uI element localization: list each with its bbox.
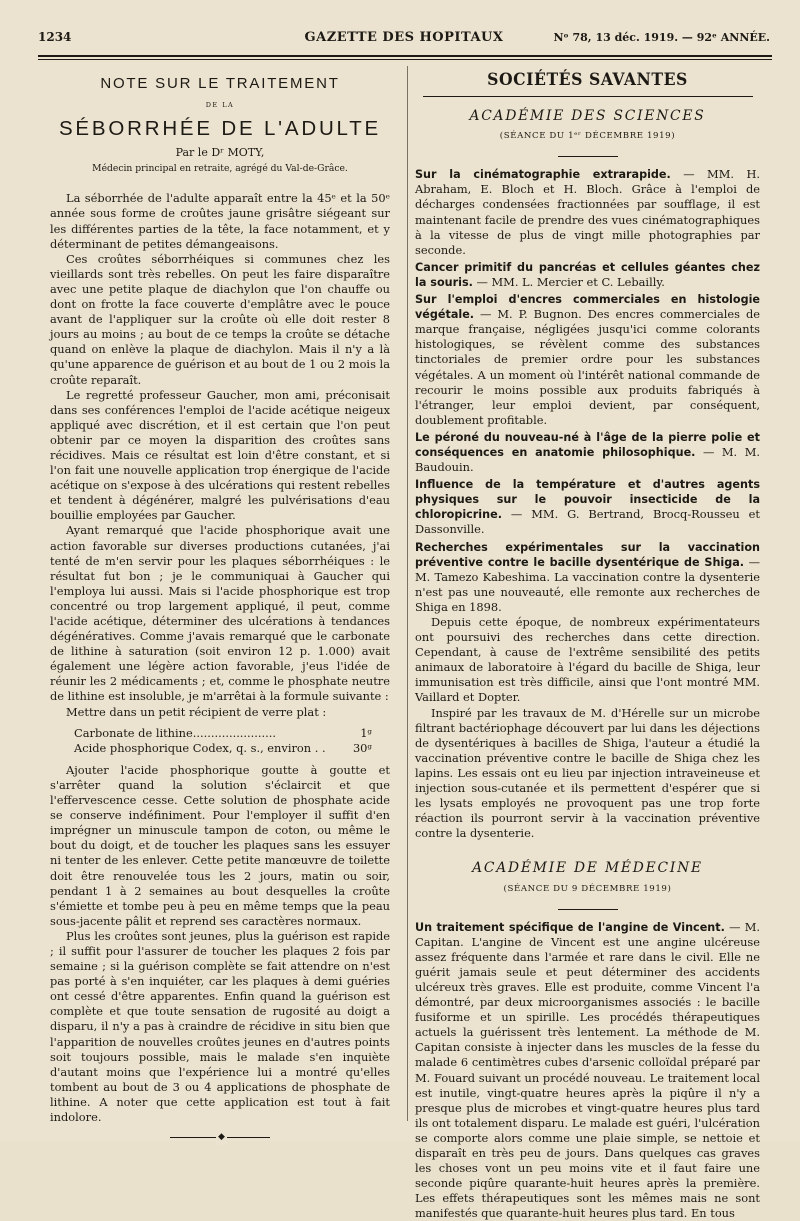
formula-block — [74, 726, 390, 756]
header-rule — [38, 55, 772, 57]
report-item — [415, 260, 760, 290]
report-body: — M. Capitan. L'angine de Vincent est une angine ulcéreuse assez fréquente dans l'armée et rare dans le civil. Elle ne guérit jamais seule et peut déterminer des accidents ulcéreux très graves. Elle est produite, comme Vincent l'a démontré, par deux microorganismes associés : le bacille fusiforme et un spirille. Les procédés thérapeutiques actuels la guérissent très lentement. La méthode de M. Capitan consiste à injecter dans les muscles de la fesse du malade 6 centimètres cubes d'arsenic colloïdal préparé par M. Fouard suivant un procédé nouveau. Le traitement local est inutile, vingt-quatre heures après la piqûre il n'y a presque plus de microbes et vingt-quatre heures plus tard ils ont totalement disparu. Le malade est guéri, l'ulcération se comporte alors comme une plaie simple, se nettoie et disparaît en très peu de jours. Dans quelques cas graves les choses vont un peu moins vite et il faut faire une seconde piqûre quarante-huit heures après la première. Les effets thérapeutiques sont les mêmes mais ne sont manifestés que quarante-huit heures plus tard. En tous — [415, 919, 760, 1221]
article-title-line1: NOTE SUR LE TRAITEMENT — [100, 75, 340, 92]
session-date: (SÉANCE DU 1ᵉʳ DÉCEMBRE 1919) — [499, 131, 676, 142]
report-item — [415, 540, 760, 842]
academy-heading: ACADÉMIE DES SCIENCES — [469, 108, 706, 125]
left-column — [50, 68, 390, 1144]
report-body: — MM. H. Abraham, E. Bloch et H. Bloch. Grâce à l'emploi de décharges condensées fractionnées par soufflage, il est maintenant facile de prendre des vues cinématographiques à la vitesse de plus de vingt mille photographies par seconde. — [415, 167, 760, 257]
report-item — [415, 477, 760, 537]
column-divider — [407, 66, 408, 1121]
report-title: Influence de la température et d'autres agents physiques sur le pouvoir insecticide de la chloropicrine. — [415, 478, 760, 522]
report-title: Cancer primitif du pancréas et cellules géantes chez la souris. — [415, 260, 760, 289]
article-title-main: SÉBORRHÉE DE L'ADULTE — [58, 117, 382, 141]
formula-dose: 30ᵍ — [352, 740, 372, 755]
paragraph: Inspiré par les travaux de M. d'Hérelle sur un microbe filtrant bactériophage découvert par lui dans les déjections de dysentériques à bacilles de Shiga, l'auteur a étudié la vaccination préventive contre le bacille de Shiga chez les lapins. Les essais ont eu lieu par injection intraveineuse et injection sous-cutanée et ils permettent d'espérer que si les lysats employés ne provoquent pas une trop forte réaction ils pourront servir à la vaccination préventive contre la dysenterie. — [415, 705, 760, 841]
paragraph: Mettre dans un petit récipient de verre plat : — [66, 704, 327, 719]
article-title-line2: DE LA — [205, 101, 235, 110]
report-title: Un traitement spécifique de l'angine de Vincent. — [415, 920, 725, 934]
short-rule — [558, 909, 618, 910]
paragraph: Plus les croûtes sont jeunes, plus la guérison est rapide ; il suffit pour l'assurer de toucher les plaques 2 fois par semaine ; si la guérison complète se fait attendre on n'est pas porté à s'en inquiéter, car les plaques à demi guéries ont cessé d'être apparentes. Enfin quand la guérison est complète et que toute sensation de rugosité au doigt a disparu, il n'y a pas à craindre de récidive in situ bien que l'apparition de nouvelles croûtes jeunes en d'autres points soit toujours possible, mais le malade s'en inquiète d'autant moins que l'expérience lui a montré qu'elles tombent au bout de 3 ou 4 applications de phosphate de lithine. A noter que cette application est tout à fait indolore. — [50, 928, 390, 1124]
report-title: Le péroné du nouveau-né à l'âge de la pierre polie et conséquences en anatomie philosophique. — [415, 430, 760, 459]
article-author: Par le Dʳ MOTY, — [175, 146, 265, 160]
journal-title: GAZETTE DES HOPITAUX — [304, 30, 504, 45]
report-body: — M. Tamezo Kabeshima. La vaccination contre la dysenterie n'est pas une nouveauté, elle remonte aux recherches de Shiga en 1898. — [415, 554, 761, 614]
section-rule — [423, 96, 753, 97]
paragraph: La séborrhée de l'adulte apparaît entre la 45ᵉ et la 50ᵉ année sous forme de croûtes jaune grisâtre siégeant sur les différentes parties de la tête, la face notamment, et y déterminant de petites démangeaisons. — [50, 191, 390, 251]
report-item — [415, 292, 760, 428]
report-item — [415, 920, 760, 1221]
short-rule — [558, 156, 618, 157]
report-item — [415, 430, 760, 475]
report-body: — MM. G. Bertrand, Brocq-Rousseu et Dassonville. — [415, 507, 760, 537]
formula-item: Carbonate de lithine....................... — [74, 725, 277, 740]
report-body: — M. P. Bugnon. Des encres commerciales de marque française, négligées jusqu'ici comme colorants histologiques, se révèlent comme des substances tinctoriales de premier ordre pour les substances végétales. A un moment où l'intérêt national commande de recourir le moins possible aux produits fabriqués à l'étranger, leur emploi devient, par conséquent, doublement profitable. — [415, 307, 760, 427]
paragraph: Le regretté professeur Gaucher, mon ami, préconisait dans ses conférences l'emploi de l'acide acétique neigeux appliqué avec discrétion, et il est certain que l'on peut obtenir par ce moyen la disparition des croûtes sans récidives. Mais ce résultat est loin d'être constant, et si l'on fait une nouvelle application trop énergique de l'acide acétique on s'expose à des ulcérations qui restent rebelles et tendent à dégénérer, malgré les pulvérisations d'eau bouillie employées par Gaucher. — [50, 387, 390, 523]
report-title: Sur la cinématographie extrarapide. — [415, 168, 671, 182]
formula-row — [74, 726, 390, 741]
right-column — [415, 68, 760, 1221]
author-role: Médecin principal en retraite, agrégé du Val-de-Grâce. — [92, 163, 348, 175]
section-title: SOCIÉTÉS SAVANTES — [487, 70, 688, 90]
formula-row — [74, 741, 390, 756]
report-item — [415, 167, 760, 258]
header-rule-thin — [38, 59, 772, 60]
paragraph: Ayant remarqué que l'acide phosphorique avait une action favorable sur diverses productions cutanées, j'ai tenté de m'en servir pour les plaques séborrhéiques : le résultat fut bon ; je le communiquai à Gaucher qui l'employa lui aussi. Mais si l'acide phosphorique est trop concentré ou trop largement appliqué, il peut, comme l'acide acétique, déterminer des ulcérations à tendances dégénératives. Comme j'avais remarqué que le carbonate de lithine à saturation (soit environ 12 p. 1.000) avait également une légère action favorable, j'eus l'idée de réunir les 2 médicaments ; et, comme le phosphate neutre de lithine est insoluble, je m'arrêtai à la formule suivante : — [50, 523, 390, 704]
paragraph: Depuis cette époque, de nombreux expérimentateurs ont poursuivi des recherches dans cette direction. Cependant, à cause de l'extrême sensibilité des petits animaux de laboratoire à l'égard du bacille de Shiga, leur immunisation est très difficile, ainsi que l'ont montré MM. Vaillard et Dopter. — [415, 615, 760, 705]
report-title: Sur l'emploi d'encres commerciales en histologie végétale. — [415, 293, 760, 322]
academy-heading: ACADÉMIE DE MÉDECINE — [472, 860, 703, 877]
issue-info: Nᵒ 78, 13 déc. 1919. — 92ᵉ ANNÉE. — [553, 31, 770, 44]
session-date: (SÉANCE DU 9 DÉCEMBRE 1919) — [503, 883, 672, 894]
report-title: Recherches expérimentales sur la vaccination préventive contre le bacille dysentérique de Shiga. — [415, 540, 760, 569]
section-ornament — [170, 1137, 270, 1144]
page-number: 1234 — [38, 30, 72, 44]
running-header — [38, 30, 770, 52]
report-body: — MM. L. Mercier et C. Lebailly. — [472, 274, 665, 289]
formula-dose: 1ᵍ — [360, 725, 372, 740]
paragraph: Ces croûtes séborrhéiques si communes chez les vieillards sont très rebelles. On peut les faire disparaître avec une petite plaque de diachylon que l'on chauffe ou dont on frotte la face couverte d'emplâtre avec le pouce avant de l'appliquer sur la croûte où elle doit rester 8 jours au moins ; au bout de ce temps la croûte se détache quand on enlève la plaque de diachylon. Mais il n'y a là qu'une apparence de guérison et au bout de 1 ou 2 mois la croûte reparaît. — [50, 251, 390, 387]
formula-item: Acide phosphorique Codex, q. s., environ . . — [74, 740, 326, 755]
paragraph: Ajouter l'acide phosphorique goutte à goutte et s'arrêter quand la solution s'éclaircit et que l'effervescence cesse. Cette solution de phosphate acide se conserve indéfiniment. Pour l'employer il suffit d'en imprégner un minuscule tampon de coton, ou même le bout du doigt, et de toucher les plaques sans les essuyer ni tenter de les enlever. Cette petite manœuvre de toilette doit être renouvelée tous les 2 jours, matin ou soir, pendant 1 à 2 semaines au bout desquelles la croûte s'émiette et tombe peu à peu en même temps que la peau sous-jacente pâlit et reprend ses caractères normaux. — [50, 762, 390, 928]
report-body: — M. M. Baudouin. — [415, 444, 760, 475]
